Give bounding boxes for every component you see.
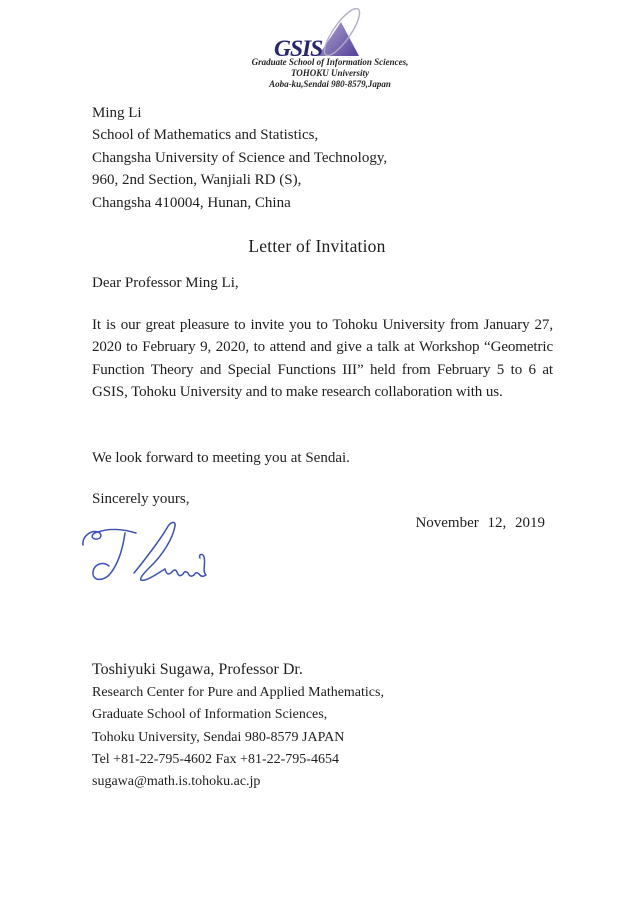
recipient-line: Changsha University of Science and Technology, [92, 149, 388, 166]
signature-stroke [165, 554, 206, 576]
letterhead [238, 8, 422, 89]
letter-date: November 12, 2019 [415, 515, 545, 531]
recipient-line: 960, 2nd Section, Wanjiali RD (S), [92, 172, 302, 189]
signature-stroke [134, 522, 175, 580]
sender-email: sugawa@math.is.tohoku.ac.jp [92, 774, 261, 790]
body-paragraph: It is our great pleasure to invite you to Tohoku University from January 27, 2020 to February 9, 2020, to attend and give a talk at Workshop “Geometric Function Theory and Special Functions III” held from February 5 to 6 at GSIS, Tohoku University and to make research collaboration with us. [92, 317, 553, 400]
sender-line: Tohoku University, Sendai 980-8579 JAPAN [92, 729, 345, 745]
letter-title: Letter of Invitation [248, 236, 386, 256]
closing-phrase: Sincerely yours, [92, 491, 190, 507]
salutation: Dear Professor Ming Li, [92, 275, 239, 291]
recipient-address [92, 102, 387, 214]
letterhead-captions [238, 57, 422, 89]
logo-acronym: GSIS [274, 36, 323, 58]
signature-stroke [93, 533, 125, 579]
signature-stroke [83, 529, 136, 545]
sender-name: Toshiyuki Sugawa, Professor Dr. [92, 661, 303, 678]
signature-image [76, 517, 246, 612]
letterhead-caption-line: Aoba-ku,Sendai 980-8579,Japan [269, 78, 391, 89]
letterhead-caption-line: TOHOKU University [290, 67, 370, 78]
sender-block [92, 658, 384, 793]
sender-line: Tel +81-22-795-4602 Fax +81-22-795-4654 [92, 751, 339, 767]
recipient-line: School of Mathematics and Statistics, [92, 127, 319, 144]
sender-line: Graduate School of Information Sciences, [92, 707, 328, 723]
gsis-logo [274, 8, 398, 58]
recipient-line: Ming Li [92, 105, 142, 121]
handwritten-signature [76, 517, 246, 612]
body-paragraph-2: We look forward to meeting you at Sendai. [92, 450, 350, 466]
letterhead-caption-line: Graduate School of Information Sciences, [251, 57, 409, 67]
sender-line: Research Center for Pure and Applied Mathematics, [92, 685, 384, 700]
recipient-line: Changsha 410004, Hunan, China [92, 194, 291, 211]
